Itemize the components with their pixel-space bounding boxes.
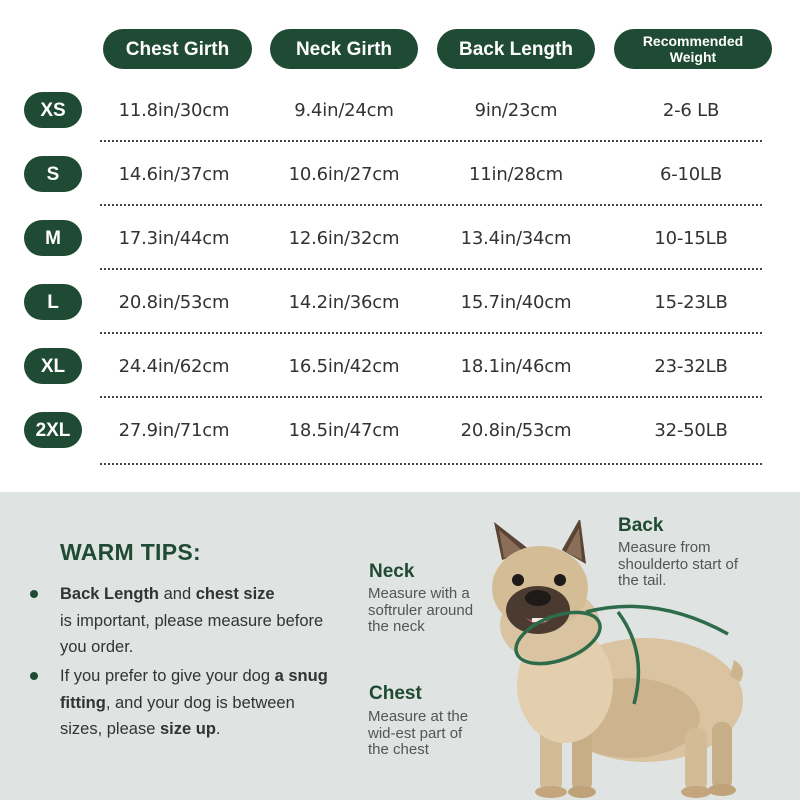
weight-value: 10-15LB [654, 228, 728, 249]
tip-text: . [215, 720, 221, 738]
bullet-icon [30, 672, 38, 680]
row-divider [100, 204, 762, 206]
tip-bold-size-up: size up [159, 720, 216, 738]
tip-text: and [159, 585, 196, 603]
back-desc-line: Measure from [618, 539, 711, 556]
back-measure-line [586, 606, 728, 634]
dog-illustration [480, 520, 760, 800]
chest-value: 27.9in/71cm [118, 420, 230, 441]
back-desc-line: shoulderto start of [618, 555, 739, 573]
weight-value: 32-50LB [654, 420, 728, 441]
bullet-icon [30, 590, 38, 598]
size-label: S [24, 156, 82, 192]
dog-leg [712, 722, 732, 790]
header-chest-girth: Chest Girth [103, 29, 252, 69]
header-back-length: Back Length [437, 29, 595, 69]
dog-eye [554, 574, 566, 586]
weight-value: 6-10LB [659, 164, 723, 185]
neck-value: 10.6in/27cm [288, 164, 400, 185]
neck-desc-line: Measure with a [368, 585, 470, 602]
back-value: 15.7in/40cm [460, 292, 572, 313]
chest-desc-line: the chest [368, 741, 429, 758]
dog-eye [512, 574, 524, 586]
neck-value: 18.5in/47cm [288, 420, 400, 441]
tip-text: If you prefer to give your dog [60, 667, 275, 685]
dog-leg [685, 728, 707, 792]
weight-value: 2-6 LB [662, 100, 720, 121]
chest-label-desc [368, 709, 468, 759]
tip-text: is important, please measure before you order. [60, 611, 324, 656]
header-neck-girth: Neck Girth [270, 29, 418, 69]
back-value: 13.4in/34cm [460, 228, 572, 249]
chest-value: 20.8in/53cm [118, 292, 230, 313]
neck-label-title: Neck [369, 561, 415, 582]
neck-value: 16.5in/42cm [288, 356, 400, 377]
size-label: XS [24, 92, 82, 128]
row-divider [100, 332, 762, 334]
neck-label-desc [368, 586, 473, 636]
row-divider [100, 268, 762, 270]
tip-text: , and your dog is between sizes, please [60, 693, 295, 738]
chest-value: 17.3in/44cm [118, 228, 230, 249]
chest-value: 24.4in/62cm [118, 356, 230, 377]
back-value: 9in/23cm [474, 100, 558, 121]
weight-value: 15-23LB [654, 292, 728, 313]
size-label: XL [24, 348, 82, 384]
size-label: M [24, 220, 82, 256]
back-value: 11in/28cm [469, 164, 563, 185]
weight-value: 23-32LB [654, 356, 728, 377]
row-divider [100, 140, 762, 142]
chest-value: 14.6in/37cm [118, 164, 230, 185]
row-divider [100, 396, 762, 398]
size-label: L [24, 284, 82, 320]
neck-value: 9.4in/24cm [294, 100, 394, 121]
tip-bold-back-length: Back Length [60, 585, 160, 603]
neck-value: 12.6in/32cm [288, 228, 400, 249]
size-label: 2XL [24, 412, 82, 448]
back-label-title: Back [618, 515, 664, 536]
neck-desc-line: the neck [368, 618, 425, 635]
neck-value: 14.2in/36cm [288, 292, 400, 313]
header-recommended-weight: Recommended Weight [614, 29, 772, 69]
tip-bold-snug-fitting: a snug fitting [60, 667, 328, 712]
tips-panel [0, 492, 800, 800]
tip-bold-chest-size: chest size [195, 585, 275, 603]
back-value: 18.1in/46cm [460, 356, 572, 377]
back-desc-line: the tail. [618, 572, 667, 589]
chest-label-title: Chest [369, 683, 422, 704]
neck-desc-line: softruler around [368, 601, 474, 619]
warm-tips-title: WARM TIPS: [60, 539, 201, 565]
back-value: 20.8in/53cm [460, 420, 572, 441]
chest-desc-line: wid-est part of [368, 724, 463, 742]
tip-size-up [60, 663, 330, 743]
row-divider [100, 463, 762, 465]
chest-value: 11.8in/30cm [118, 100, 230, 121]
tip-measure [60, 581, 330, 661]
chest-desc-line: Measure at the [368, 708, 469, 725]
